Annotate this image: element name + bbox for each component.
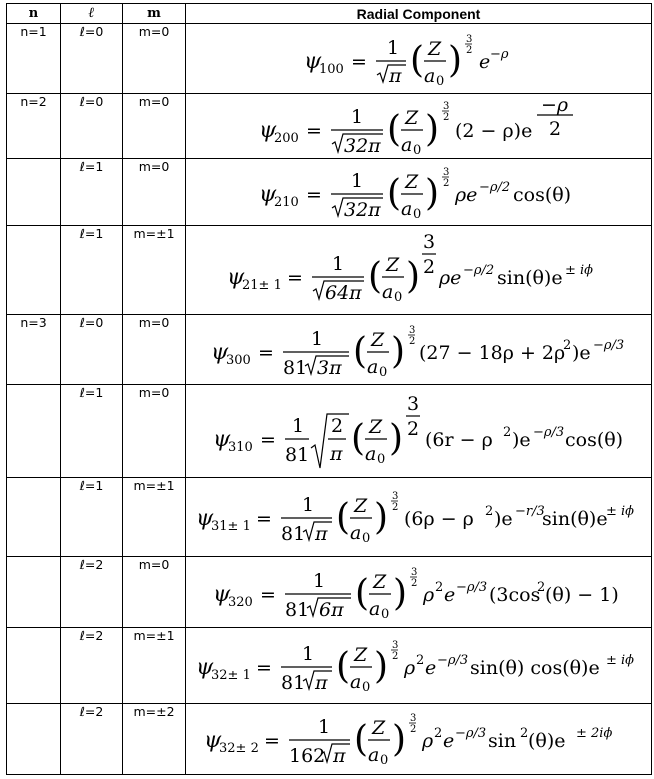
psi-subscript: 32± 2 (218, 741, 259, 756)
radial-cell (186, 385, 652, 478)
equals-sign: = (259, 584, 276, 606)
cell-n (7, 478, 61, 557)
rho-power: 2 (484, 504, 493, 519)
radial-cell (186, 315, 652, 385)
trig-factor: sin(θ)e (496, 267, 563, 289)
psi-subscript: 100 (318, 61, 344, 77)
exp-denominator: 2 (548, 118, 561, 140)
left-paren: ( (335, 645, 350, 687)
left-paren: ( (354, 573, 369, 614)
equation (196, 485, 642, 549)
table-row (7, 226, 652, 315)
a-symbol: a (367, 744, 379, 766)
trig-factor: sin(θ) cos(θ)e (469, 656, 600, 679)
a-subscript: 0 (412, 207, 421, 222)
sin-argument: (θ)e (527, 730, 566, 752)
cell-n: n=2 (7, 94, 61, 159)
cell-l: ℓ=1 (61, 159, 123, 226)
z-symbol: Z (372, 571, 386, 593)
denominator-arg: π (332, 745, 345, 767)
a-symbol: a (364, 443, 376, 465)
power-den: 2 (465, 44, 472, 56)
cell-l: ℓ=0 (61, 315, 123, 385)
denominator-coef: 81 (280, 671, 305, 694)
equals-sign: = (263, 730, 280, 752)
radial-cell (186, 478, 652, 557)
equals-sign: = (305, 184, 322, 206)
power-num: 3 (391, 639, 398, 651)
rho-symbol: ρ (421, 730, 433, 752)
tail-expression: (27 − 18ρ + 2ρ (418, 341, 565, 364)
psi-subscript: 200 (273, 131, 299, 146)
tail-expression: (6r − ρ (424, 429, 493, 451)
power-den: 2 (442, 112, 449, 123)
exp-base: e (478, 50, 490, 73)
psi-subscript: 31± 1 (210, 519, 251, 534)
equation (196, 634, 642, 698)
table-row (7, 628, 652, 704)
exp-base: )e (511, 429, 531, 451)
table-row (7, 159, 652, 226)
table-row (7, 24, 652, 94)
z-symbol: Z (404, 171, 418, 193)
cell-l: ℓ=1 (61, 478, 123, 557)
psi-subscript: 210 (273, 195, 299, 210)
wavefunction-table (6, 3, 652, 775)
psi-symbol: ψ (195, 654, 213, 680)
right-paren: ) (390, 330, 405, 372)
exp-power: −ρ/3 (592, 337, 624, 353)
psi-subscript: 310 (227, 440, 253, 455)
rho-power: 2 (502, 425, 511, 440)
denominator-coef: 81 (284, 444, 309, 466)
radial-cell (186, 628, 652, 704)
cos-factor: (3cos (488, 584, 540, 606)
z-symbol: Z (368, 416, 382, 438)
denominator-coef: 81 (282, 356, 307, 379)
a-subscript: 0 (361, 679, 370, 695)
table-row (7, 385, 652, 478)
a-symbol: a (400, 198, 412, 220)
equals-sign: = (305, 120, 322, 142)
fraction-numerator: 1 (301, 494, 314, 516)
trig-factor: cos(θ) (564, 429, 623, 451)
cell-m: m=±2 (123, 704, 186, 775)
cell-l: ℓ=0 (61, 24, 123, 94)
power-den: 2 (406, 418, 419, 440)
cell-n (7, 385, 61, 478)
psi-subscript: 320 (227, 595, 253, 610)
equation (213, 388, 625, 474)
denominator-arg: 3π (316, 356, 342, 379)
rho-power: 2 (562, 337, 571, 353)
cos-power: 2 (536, 580, 545, 595)
table-row (7, 94, 652, 159)
sin-power: 2 (519, 726, 528, 741)
exp-power: −ρ/3 (436, 652, 468, 668)
fraction-numerator: 1 (310, 327, 323, 350)
power-num: 3 (465, 33, 472, 45)
fraction-numerator: 1 (350, 170, 363, 192)
a-subscript: 0 (435, 73, 444, 89)
a-symbol: a (400, 134, 412, 156)
right-paren: ) (373, 497, 388, 538)
radial-cell (186, 94, 652, 159)
exp-power: −ρ (489, 46, 509, 62)
trig-factor: sin(θ)e (541, 508, 608, 530)
fraction-numerator: 1 (312, 570, 325, 592)
a-subscript: 0 (361, 531, 370, 546)
exp-base: e (424, 656, 436, 679)
equation (211, 319, 627, 381)
cell-n (7, 704, 61, 775)
power-num: 3 (410, 567, 417, 578)
cell-l: ℓ=2 (61, 704, 123, 775)
left-paren: ( (386, 109, 401, 150)
tail-expression: (2 − ρ)e (454, 120, 532, 142)
right-paren: ) (392, 573, 407, 614)
rho-symbol: ρ (403, 656, 415, 679)
exp-base: )e (571, 341, 591, 364)
right-paren: ) (391, 719, 406, 760)
exp-power: −ρ/3 (455, 580, 487, 595)
right-paren: ) (447, 39, 462, 81)
equation (259, 161, 579, 223)
cell-m: m=0 (123, 159, 186, 226)
psi-symbol: ψ (303, 48, 321, 74)
exp-base: e (442, 730, 454, 752)
equals-sign: = (257, 341, 274, 364)
denominator-coef: 162 (288, 745, 325, 767)
power-num: 3 (422, 231, 435, 253)
cell-m: m=0 (123, 315, 186, 385)
fraction-numerator: 1 (386, 36, 399, 59)
cell-l: ℓ=2 (61, 628, 123, 704)
power-den: 2 (408, 335, 415, 347)
power-num: 3 (442, 167, 449, 178)
rho-power: 2 (433, 726, 442, 741)
exp-base: e (443, 584, 455, 606)
tail-expression: ρe (438, 267, 461, 289)
psi-symbol: ψ (212, 582, 230, 607)
table-row (7, 478, 652, 557)
exp-power: −ρ/2 (478, 180, 510, 195)
psi-symbol: ψ (226, 265, 244, 290)
equals-sign: = (255, 508, 272, 530)
fraction-numerator: 1 (331, 253, 344, 275)
psi-symbol: ψ (203, 728, 221, 753)
equation (259, 95, 579, 157)
left-paren: ( (409, 39, 424, 81)
a-subscript: 0 (376, 452, 385, 467)
phase-exponent: ± iϕ (605, 652, 634, 668)
fraction-numerator: 1 (301, 642, 314, 665)
z-symbol: Z (353, 643, 367, 666)
a-symbol: a (349, 522, 361, 544)
psi-subscript: 21± 1 (241, 278, 282, 293)
header-m: m (123, 4, 186, 24)
denominator-arg: π (314, 671, 327, 694)
tail-expression: (6ρ − ρ (403, 508, 474, 530)
rho-symbol: ρ (422, 584, 434, 606)
equation (227, 228, 611, 312)
a-subscript: 0 (379, 753, 388, 768)
power-den: 2 (442, 178, 449, 189)
a-symbol: a (381, 281, 393, 303)
exp-power: −ρ/2 (462, 263, 494, 278)
header-l: ℓ (61, 4, 123, 24)
z-symbol: Z (353, 495, 367, 517)
equals-sign: = (255, 656, 272, 679)
radial-cell (186, 159, 652, 226)
exp-power: −ρ/3 (532, 425, 564, 440)
power-num: 3 (408, 324, 415, 336)
left-paren: ( (386, 173, 401, 214)
fraction-numerator: 1 (350, 106, 363, 128)
exp-power: −ρ (540, 95, 568, 116)
power-num: 3 (406, 393, 419, 415)
table-row (7, 704, 652, 775)
cell-m: m=0 (123, 94, 186, 159)
psi-subscript: 32± 1 (210, 667, 251, 683)
equation (213, 561, 625, 623)
psi-symbol: ψ (258, 118, 276, 143)
equals-sign: = (350, 50, 367, 73)
psi-symbol: ψ (195, 506, 213, 531)
right-paren: ) (388, 418, 403, 459)
header-n: n (7, 4, 61, 24)
a-subscript: 0 (380, 607, 389, 622)
right-paren: ) (373, 645, 388, 687)
psi-symbol: ψ (212, 427, 230, 452)
radial-cell (186, 704, 652, 775)
a-subscript: 0 (378, 364, 387, 380)
rho-power: 2 (434, 580, 443, 595)
z-symbol: Z (385, 254, 399, 276)
exp-power: −ρ/3 (454, 726, 486, 741)
cell-m: m=±1 (123, 478, 186, 557)
a-symbol: a (366, 355, 378, 378)
fraction-numerator: 1 (291, 415, 304, 437)
denominator-arg: 32π (343, 135, 381, 157)
z-symbol: Z (370, 328, 384, 351)
left-paren: ( (350, 418, 365, 459)
z-symbol: Z (404, 107, 418, 129)
cell-l: ℓ=1 (61, 385, 123, 478)
table-row (7, 557, 652, 628)
tail-expression: ρe (454, 184, 477, 206)
cos-argument: (θ) − 1) (544, 584, 619, 606)
left-paren: ( (335, 497, 350, 538)
z-symbol: Z (427, 37, 441, 60)
power-den: 2 (410, 578, 417, 589)
cell-n (7, 159, 61, 226)
left-paren: ( (367, 256, 382, 297)
power-den: 2 (391, 650, 398, 662)
cell-l: ℓ=1 (61, 226, 123, 315)
root-numerator: 2 (330, 415, 343, 437)
radial-cell (186, 24, 652, 94)
a-symbol: a (349, 670, 361, 693)
header-radial: Radial Component (186, 4, 652, 24)
power-num: 3 (409, 713, 416, 724)
right-paren: ) (424, 109, 439, 150)
power-den: 2 (409, 724, 416, 735)
power-num: 3 (391, 491, 398, 502)
fraction-numerator: 1 (317, 716, 330, 738)
table-row (7, 315, 652, 385)
cell-l: ℓ=0 (61, 94, 123, 159)
z-symbol: Z (371, 717, 385, 739)
sin-factor: sin (487, 730, 516, 752)
phase-exponent: ± iϕ (605, 504, 634, 519)
psi-symbol: ψ (258, 182, 276, 207)
cell-m: m=±1 (123, 628, 186, 704)
cell-n: n=1 (7, 24, 61, 94)
cell-n (7, 628, 61, 704)
power-den: 2 (422, 256, 435, 278)
cell-n (7, 226, 61, 315)
equation (204, 707, 634, 771)
radial-cell (186, 226, 652, 315)
phase-exponent: ± 2iϕ (575, 726, 612, 741)
psi-subscript: 300 (225, 352, 251, 368)
exp-base: )e (493, 508, 513, 530)
cell-m: m=±1 (123, 226, 186, 315)
cell-m: m=0 (123, 385, 186, 478)
power-den: 2 (391, 502, 398, 513)
phase-exponent: ± iϕ (564, 263, 593, 278)
denominator-coef: 81 (280, 523, 305, 545)
root-denominator: π (329, 443, 342, 465)
a-subscript: 0 (393, 290, 402, 305)
equals-sign: = (259, 429, 276, 451)
power-num: 3 (442, 101, 449, 112)
trig-factor: cos(θ) (512, 184, 571, 206)
exp-power: −r/3 (514, 504, 545, 519)
a-subscript: 0 (412, 143, 421, 157)
a-symbol: a (368, 598, 380, 620)
rho-power: 2 (415, 652, 424, 668)
cell-n (7, 557, 61, 628)
equation (304, 28, 534, 90)
denominator-arg: 32π (343, 199, 381, 221)
cell-m: m=0 (123, 24, 186, 94)
cell-m: m=0 (123, 557, 186, 628)
left-paren: ( (352, 330, 367, 372)
denominator-arg: π (314, 523, 327, 545)
psi-symbol: ψ (210, 339, 228, 365)
cell-n: n=3 (7, 315, 61, 385)
denominator-coef: 81 (284, 599, 309, 621)
a-symbol: a (423, 64, 435, 87)
right-paren: ) (424, 173, 439, 214)
left-paren: ( (353, 719, 368, 760)
header-row (7, 4, 652, 24)
denominator-arg: π (388, 64, 401, 87)
right-paren: ) (405, 256, 420, 297)
denominator-arg: 6π (318, 599, 344, 621)
cell-l: ℓ=2 (61, 557, 123, 628)
radial-cell (186, 557, 652, 628)
equals-sign: = (286, 267, 303, 289)
denominator-arg: 64π (324, 282, 362, 304)
